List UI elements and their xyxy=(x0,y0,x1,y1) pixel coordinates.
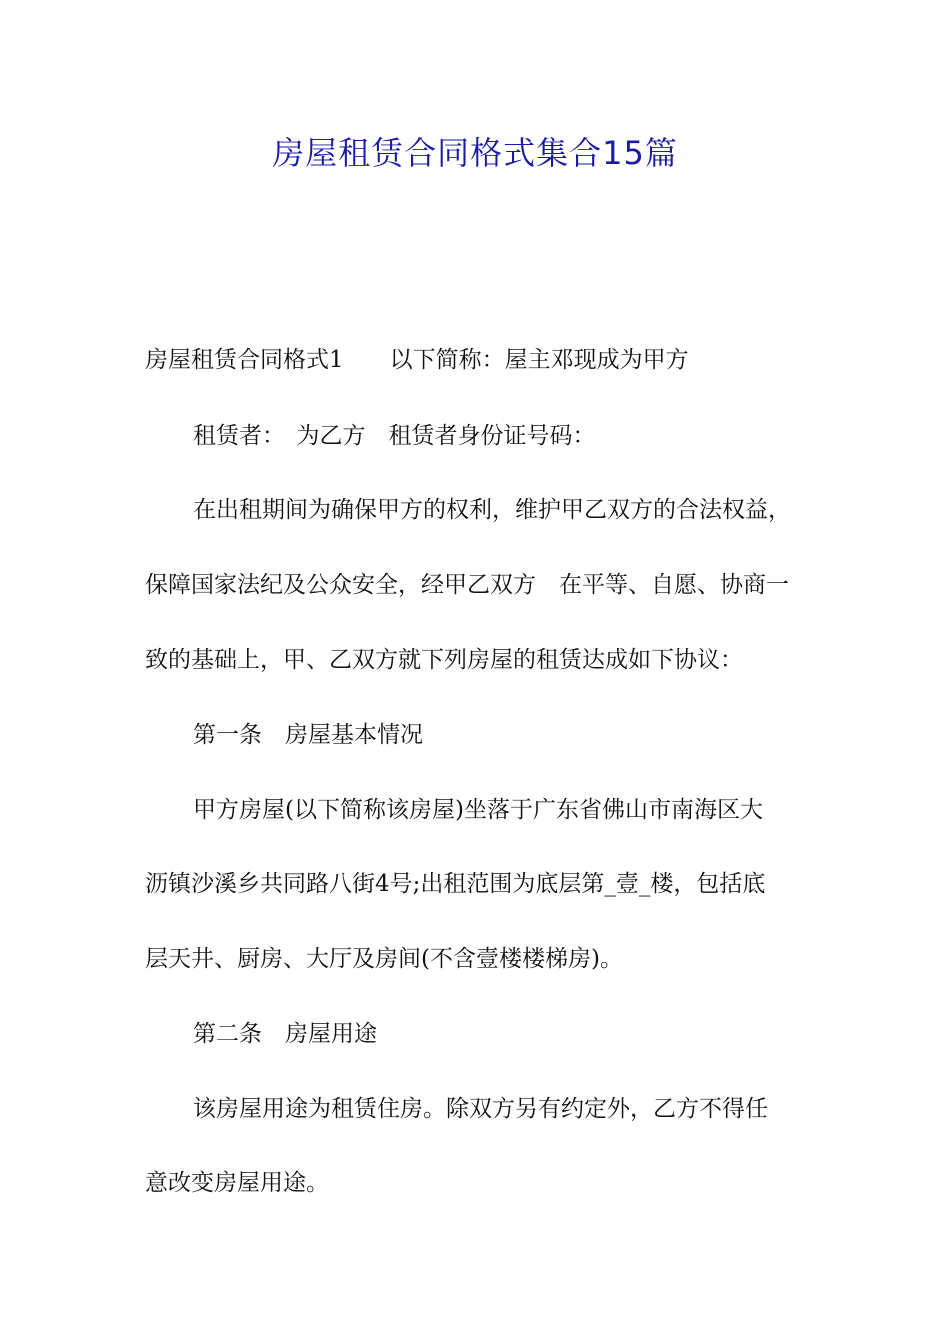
paragraph-line: 意改变房屋用途。 xyxy=(145,1170,329,1196)
paragraph-line: 在出租期间为确保甲方的权利，维护甲乙双方的合法权益， xyxy=(193,497,791,523)
section-heading: 第一条 房屋基本情况 xyxy=(193,722,423,748)
paragraph-line: 保障国家法纪及公众安全，经甲乙双方 在平等、自愿、协商一 xyxy=(145,572,789,598)
paragraph-line: 层天井、厨房、大厅及房间(不含壹楼楼梯房)。 xyxy=(145,946,623,972)
paragraph-line: 沥镇沙溪乡共同路八街4号;出租范围为底层第_壹_楼，包括底 xyxy=(145,871,766,897)
paragraph-line: 致的基础上，甲、乙双方就下列房屋的租赁达成如下协议： xyxy=(145,647,743,673)
paragraph-line: 租赁者： 为乙方 租赁者身份证号码： xyxy=(193,423,596,449)
paragraph-line: 房屋租赁合同格式1 以下简称：屋主邓现成为甲方 xyxy=(145,347,689,373)
paragraph-line: 甲方房屋(以下简称该房屋)坐落于广东省佛山市南海区大 xyxy=(193,797,763,823)
document-title: 房屋租赁合同格式集合15篇 xyxy=(272,134,678,172)
paragraph-line: 该房屋用途为租赁住房。除双方另有约定外，乙方不得任 xyxy=(193,1096,768,1122)
section-heading: 第二条 房屋用途 xyxy=(193,1021,377,1047)
